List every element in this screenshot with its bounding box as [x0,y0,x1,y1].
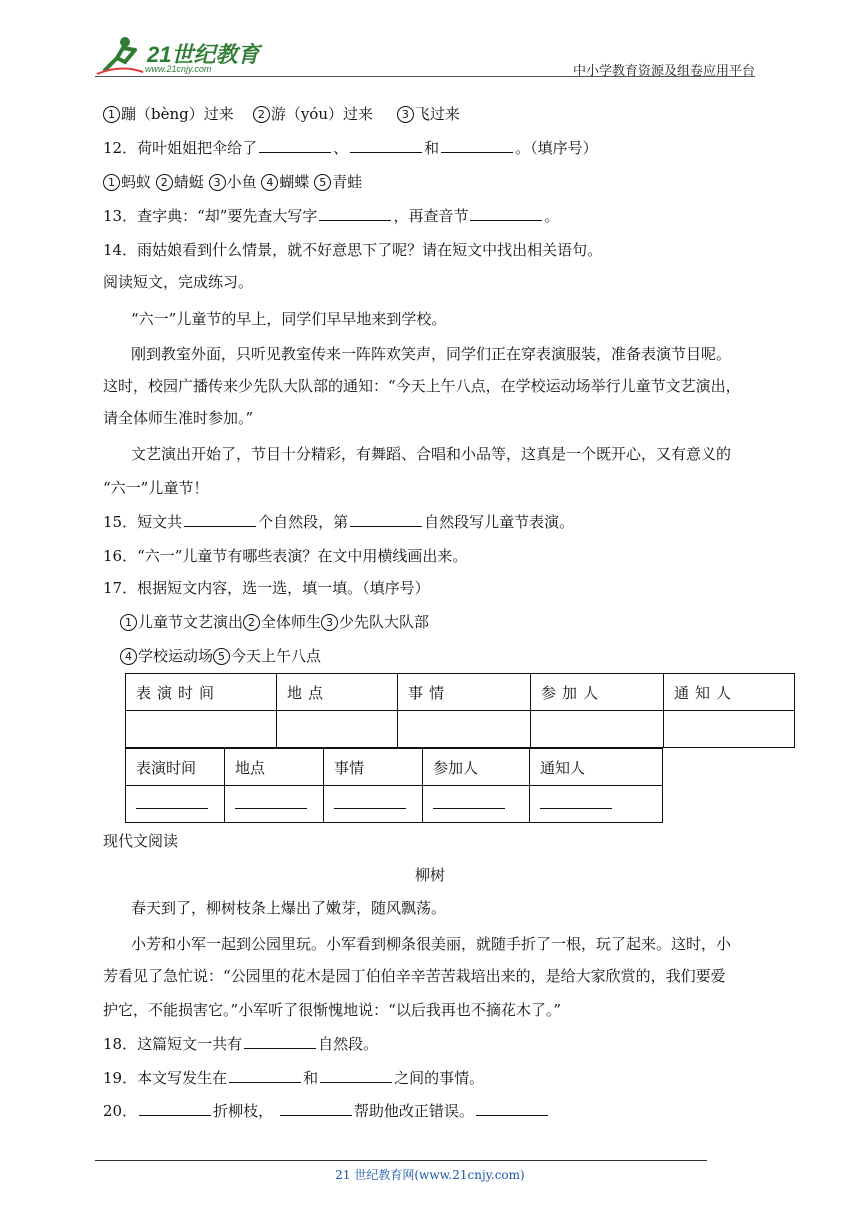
question-16: 16．“六一”儿童节有哪些表演？在文中用横线画出来。 [103,547,468,565]
passage2-p2-line2: 芳看见了急忙说：“公园里的花木是园丁伯伯辛辛苦苦栽培出来的，是给大家欣赏的，我们要爱 [103,967,726,985]
passage-p3-line1: 文艺演出开始了，节目十分精彩，有舞蹈、合唱和小品等，这真是一个既开心，又有意义的 [131,445,732,463]
table1-header: 参加人 [531,674,664,711]
table2-header: 通知人 [530,749,663,786]
q11-options: 1 蹦（bèng）过来 2 游（yóu）过来 3 飞过来 [103,104,460,124]
passage-p1: “六一”儿童节的早上，同学们早早地来到学校。 [131,310,447,328]
table1-answer-cell[interactable] [398,711,531,748]
question-20: 20． 折柳枝， 帮助他改正错误。 [103,1101,550,1121]
table2-answer-cell[interactable] [225,786,324,823]
section-heading: 现代文阅读 [103,832,179,850]
passage2-p2-line3: 护它，不能损害它。”小军听了很惭愧地说：“以后我再也不摘花木了。” [103,1001,562,1019]
q17-options-row1: 1 儿童节文艺演出 2 全体师生 3 少先队大队部 [120,612,429,632]
q17-options-row2: 4 学校运动场 5 今天上午八点 [120,646,321,666]
table1-answer-cell[interactable] [531,711,664,748]
runner-logo-icon [95,34,145,78]
question-13: 13．查字典：“却”要先查大写字 ，再查音节 。 [103,207,560,225]
logo-url: www.21cnjy.com [145,64,212,74]
table2-answer-cell[interactable] [324,786,423,823]
answer-table-1 [125,673,795,748]
logo-text: 21世纪教育 [147,42,260,67]
footer-divider [95,1160,707,1161]
passage-p2-line3: 请全体师生准时参加。” [103,409,254,427]
question-14: 14．雨姑娘看到什么情景，就不好意思下了呢？请在短文中找出相关语句。 [103,241,603,259]
logo [95,34,265,78]
table1-header: 通知人 [664,674,795,711]
passage-title: 柳树 [414,866,445,884]
footer-text: 21 世纪教育网(www.21cnjy.com) [335,1168,525,1182]
table1-header: 事情 [398,674,531,711]
question-18: 18．这篇短文一共有 自然段。 [103,1035,379,1053]
question-12: 12．荷叶姐姐把伞给了 、 和 。（填序号） [103,139,598,157]
passage2-p1: 春天到了，柳树枝条上爆出了嫩芽，随风飘荡。 [131,899,447,917]
table1-header: 表演时间 [126,674,277,711]
question-17: 17．根据短文内容，选一选，填一填。（填序号） [103,579,430,597]
header-divider [95,76,755,77]
q12-options: 1 蚂蚁 2 蜻蜓 3 小鱼 4 蝴蝶 5 青蛙 [103,172,362,192]
platform-name: 中小学教育资源及组卷应用平台 [572,64,755,79]
question-19: 19．本文写发生在 和 之间的事情。 [103,1069,485,1087]
reading-intro: 阅读短文，完成练习。 [103,273,254,291]
table1-answer-cell[interactable] [277,711,398,748]
page-header [95,34,755,78]
table2-header: 地点 [225,749,324,786]
table1-answer-cell[interactable] [664,711,795,748]
table2-header: 事情 [324,749,423,786]
passage-p3-line2: “六一”儿童节！ [103,479,209,497]
answer-table-2 [125,748,663,823]
table1-answer-cell[interactable] [126,711,277,748]
table2-header: 表演时间 [126,749,225,786]
passage-p2-line1: 刚到教室外面，只听见教室传来一阵阵欢笑声，同学们正在穿表演服装，准备表演节目呢。 [131,345,732,363]
table2-answer-cell[interactable] [423,786,530,823]
passage-p2-line2: 这时，校园广播传来少先队大队部的通知：“今天上午八点，在学校运动场举行儿童节文艺演出， [103,377,741,395]
table2-header: 参加人 [423,749,530,786]
table2-answer-cell[interactable] [530,786,663,823]
table1-header: 地点 [277,674,398,711]
passage2-p2-line1: 小芳和小军一起到公园里玩。小军看到柳条很美丽，就随手折了一根，玩了起来。这时，小 [131,935,732,953]
table2-answer-cell[interactable] [126,786,225,823]
question-15: 15．短文共 个自然段，第 自然段写儿童节表演。 [103,513,575,531]
